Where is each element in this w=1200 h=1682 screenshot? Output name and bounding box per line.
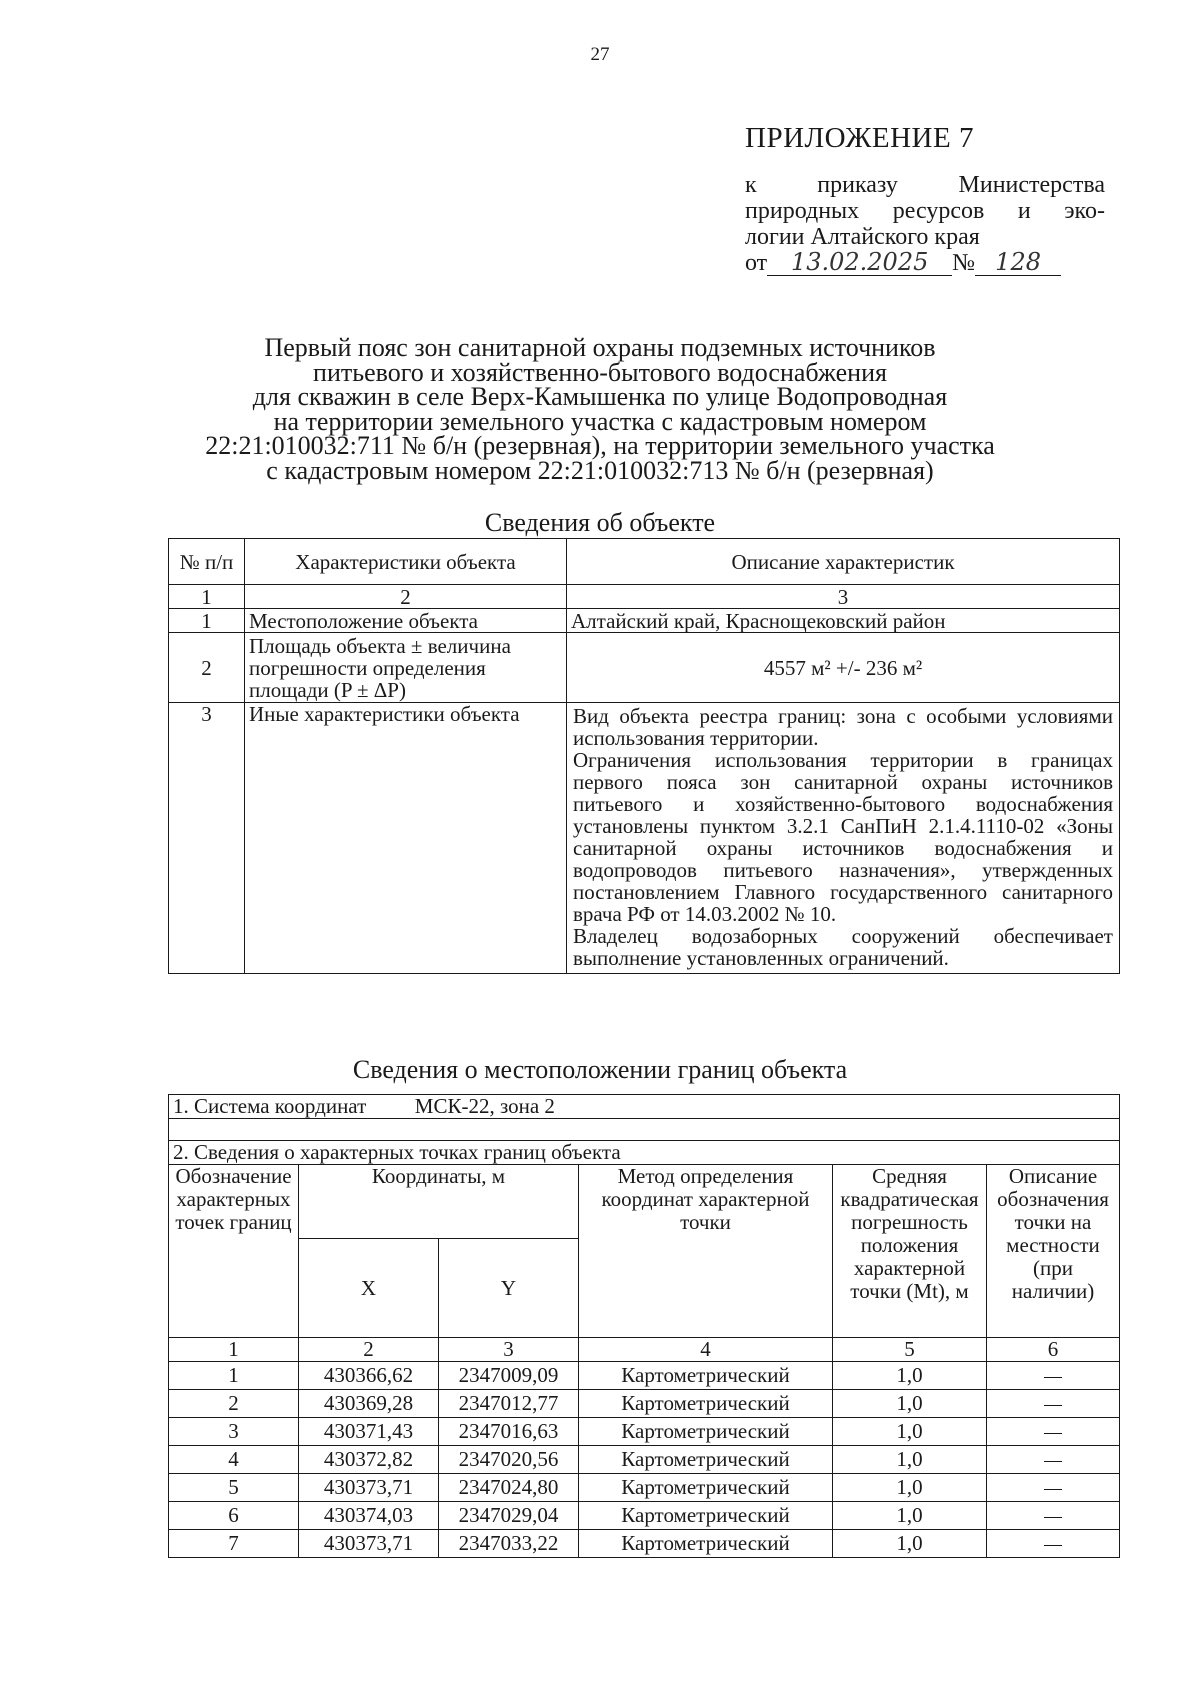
table-row xyxy=(169,1362,1120,1390)
point-method: Картометрический xyxy=(579,1390,833,1418)
dash-mark xyxy=(1044,1545,1062,1546)
title-line: 22:21:010032:711 № б/н (резервная), на территории земельного участка xyxy=(205,431,995,460)
order-from-label: от xyxy=(745,250,768,276)
row-number: 3 xyxy=(169,703,245,974)
col-number: 3 xyxy=(567,585,1120,609)
row-name: Местоположение объекта xyxy=(245,609,567,633)
point-y: 2347016,63 xyxy=(439,1418,579,1446)
order-word: к xyxy=(745,172,757,198)
row-name: Площадь объекта ± величина погрешности определения площади (P ± ΔP) xyxy=(245,633,567,703)
empty-row xyxy=(169,1119,1120,1141)
point-y: 2347024,80 xyxy=(439,1474,579,1502)
table-row xyxy=(169,1474,1120,1502)
order-word: приказу xyxy=(817,172,898,198)
order-number-label: № xyxy=(952,250,976,276)
table-row xyxy=(169,1446,1120,1474)
col-number: 1 xyxy=(169,1338,299,1362)
col-number: 1 xyxy=(169,585,245,609)
order-word: Министерства xyxy=(958,172,1105,198)
table-row xyxy=(169,633,1120,703)
header-number: № п/п xyxy=(169,539,245,585)
point-x: 430371,43 xyxy=(299,1418,439,1446)
point-description xyxy=(987,1530,1120,1558)
point-description xyxy=(987,1446,1120,1474)
point-y: 2347012,77 xyxy=(439,1390,579,1418)
point-x: 430373,71 xyxy=(299,1474,439,1502)
order-line-1 xyxy=(745,172,1105,198)
dash-mark xyxy=(1044,1489,1062,1490)
point-number: 2 xyxy=(169,1390,299,1418)
dash-mark xyxy=(1044,1377,1062,1378)
order-word: ресурсов xyxy=(892,198,985,224)
point-error: 1,0 xyxy=(833,1418,987,1446)
header-description: Описание обозначения точки на местности (при наличии) xyxy=(987,1165,1120,1338)
object-info-title: Сведения об объекте xyxy=(484,508,716,537)
point-method: Картометрический xyxy=(579,1446,833,1474)
header-designation: Обозначение характерных точек границ xyxy=(169,1165,299,1338)
point-number: 1 xyxy=(169,1362,299,1390)
object-info-table xyxy=(168,538,1120,974)
point-description xyxy=(987,1502,1120,1530)
header-characteristics: Характеристики объекта xyxy=(245,539,567,585)
order-reference xyxy=(745,172,1105,276)
table-row xyxy=(169,1390,1120,1418)
point-description xyxy=(987,1362,1120,1390)
boundaries-table xyxy=(168,1094,1120,1558)
order-word: эко- xyxy=(1064,198,1105,224)
page-number: 27 xyxy=(590,44,610,65)
header-error: Средняя квадратическая погрешность положения характерной точки (Mt), м xyxy=(833,1165,987,1338)
order-line-4 xyxy=(745,250,1105,276)
point-number: 5 xyxy=(169,1474,299,1502)
point-number: 3 xyxy=(169,1418,299,1446)
description-paragraph: Вид объекта реестра границ: зона с особыми условиями использования территории. xyxy=(573,704,1113,750)
boundaries-title: Сведения о местоположении границ объекта xyxy=(352,1055,848,1084)
point-number: 6 xyxy=(169,1502,299,1530)
row-number: 1 xyxy=(169,609,245,633)
order-word: и xyxy=(1017,198,1031,224)
point-y: 2347009,09 xyxy=(439,1362,579,1390)
point-description xyxy=(987,1418,1120,1446)
dash-mark xyxy=(1044,1433,1062,1434)
point-x: 430366,62 xyxy=(299,1362,439,1390)
table-row xyxy=(169,1418,1120,1446)
header-description: Описание характеристик xyxy=(567,539,1120,585)
row-description xyxy=(567,703,1120,974)
row-name: Иные характеристики объекта xyxy=(245,703,567,974)
point-description xyxy=(987,1474,1120,1502)
point-error: 1,0 xyxy=(833,1502,987,1530)
appendix-heading: ПРИЛОЖЕНИЕ 7 xyxy=(745,122,974,154)
point-error: 1,0 xyxy=(833,1362,987,1390)
col-number: 3 xyxy=(439,1338,579,1362)
col-number: 6 xyxy=(987,1338,1120,1362)
order-line-3: логии Алтайского края xyxy=(745,224,980,250)
description-paragraph: Владелец водозаборных сооружений обеспечивает выполнение установленных ограничений. xyxy=(573,924,1113,970)
table-row xyxy=(169,703,1120,974)
col-number: 4 xyxy=(579,1338,833,1362)
header-coords: Координаты, м xyxy=(299,1165,579,1239)
header-method: Метод определения координат характерной точки xyxy=(579,1165,833,1338)
point-number: 7 xyxy=(169,1530,299,1558)
dash-mark xyxy=(1044,1461,1062,1462)
header-y: Y xyxy=(439,1239,579,1338)
title-line: с кадастровым номером 22:21:010032:713 № б/н (резервная) xyxy=(266,455,934,485)
point-error: 1,0 xyxy=(833,1530,987,1558)
row-description: Алтайский край, Краснощековский район xyxy=(567,609,1120,633)
point-description xyxy=(987,1390,1120,1418)
point-y: 2347033,22 xyxy=(439,1530,579,1558)
title-line: для скважин в селе Верх-Камышенка по улице Водопроводная xyxy=(252,382,948,411)
coordinate-system-label: 1. Система координат xyxy=(173,1094,367,1118)
point-method: Картометрический xyxy=(579,1418,833,1446)
document-title xyxy=(130,333,1070,485)
point-x: 430374,03 xyxy=(299,1502,439,1530)
point-x: 430372,82 xyxy=(299,1446,439,1474)
order-word: природных xyxy=(745,198,860,224)
col-number: 2 xyxy=(245,585,567,609)
point-method: Картометрический xyxy=(579,1362,833,1390)
row-description: 4557 м² +/- 236 м² xyxy=(567,633,1120,703)
dash-mark xyxy=(1044,1517,1062,1518)
col-number: 5 xyxy=(833,1338,987,1362)
coordinate-system xyxy=(169,1095,1120,1119)
table-row xyxy=(169,1530,1120,1558)
point-error: 1,0 xyxy=(833,1446,987,1474)
point-y: 2347020,56 xyxy=(439,1446,579,1474)
point-method: Картометрический xyxy=(579,1530,833,1558)
points-label: 2. Сведения о характерных точках границ объекта xyxy=(169,1141,1120,1165)
point-error: 1,0 xyxy=(833,1390,987,1418)
description-paragraph: Ограничения использования территории в границах первого пояса зон санитарной охраны источников питьевого и хозяйственно-бытового водоснабжения установлены пунктом 3.2.1 СанПиН 2.1.4.1110-02 «Зоны санитарной охраны источников водоснабжения и водопроводов питьевого назначения», утвержденных постановлением Главного государственного санитарного врача РФ от 14.03.2002 № 10. xyxy=(573,748,1113,926)
table-row xyxy=(169,1502,1120,1530)
point-number: 4 xyxy=(169,1446,299,1474)
row-number: 2 xyxy=(169,633,245,703)
dash-mark xyxy=(1044,1405,1062,1406)
coordinate-system-value: МСК-22, зона 2 xyxy=(414,1094,555,1118)
title-line: на территории земельного участка с кадастровым номером xyxy=(273,406,927,436)
order-line-2 xyxy=(745,198,1105,224)
header-x: X xyxy=(299,1239,439,1338)
order-number: 128 xyxy=(975,251,1061,276)
title-line: питьевого и хозяйственно-бытового водоснабжения xyxy=(313,357,887,387)
point-x: 430373,71 xyxy=(299,1530,439,1558)
point-y: 2347029,04 xyxy=(439,1502,579,1530)
point-method: Картометрический xyxy=(579,1502,833,1530)
col-number: 2 xyxy=(299,1338,439,1362)
order-date: 13.02.2025 xyxy=(767,251,952,276)
point-x: 430369,28 xyxy=(299,1390,439,1418)
table-row xyxy=(169,609,1120,633)
point-method: Картометрический xyxy=(579,1474,833,1502)
point-error: 1,0 xyxy=(833,1474,987,1502)
title-line: Первый пояс зон санитарной охраны подземных источников xyxy=(264,333,936,362)
